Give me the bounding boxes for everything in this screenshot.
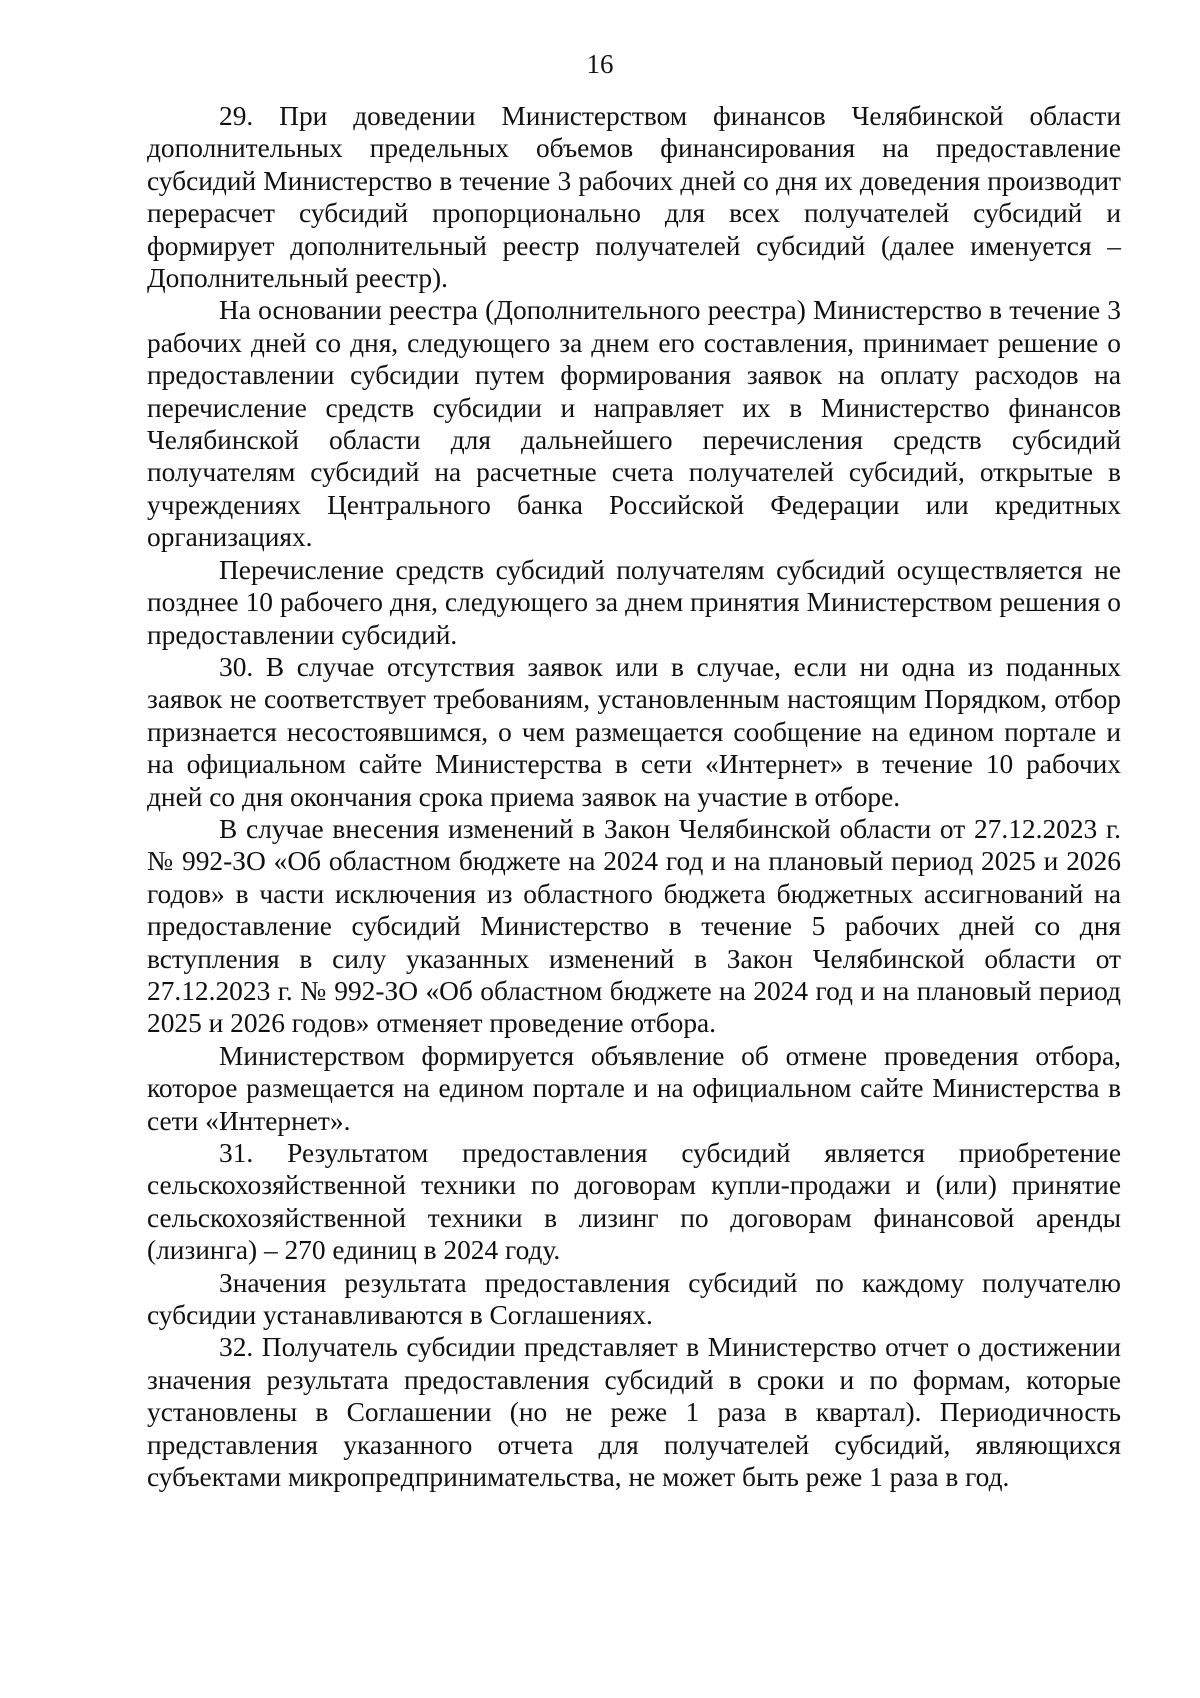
- paragraph-registry-decision: На основании реестра (Дополнительного реестра) Министерство в течение 3 рабочих дней со дня, следующего за днем его составления, принимает решение о предоставлении субсидии путем формирования заявок на оплату расходов на перечисление средств субсидии и направляет их в Министерство финансов Челябинской области для дальнейшего перечисления средств субсидий получателям субсидий на расчетные счета получателей субсидий, открытые в учреждениях Центрального банка Российской Федерации или кредитных организациях.: [147, 295, 1121, 553]
- paragraph-30: 30. В случае отсутствия заявок или в случае, если ни одна из поданных заявок не соответствует требованиям, установленным настоящим Порядком, отбор признается несостоявшимся, о чем размещается сообщение на едином портале и на официальном сайте Министерства в сети «Интернет» в течение 10 рабочих дней со дня окончания срока приема заявок на участие в отборе.: [147, 651, 1121, 812]
- paragraph-31: 31. Результатом предоставления субсидий является приобретение сельскохозяйственной техники по договорам купли-продажи и (или) принятие сельскохозяйственной техники в лизинг по договорам финансовой аренды (лизинга) – 270 единиц в 2024 году.: [147, 1138, 1121, 1266]
- page-number: 16: [586, 49, 614, 79]
- paragraph-transfer-deadline: Перечисление средств субсидий получателям субсидий осуществляется не позднее 10 рабочего дня, следующего за днем принятия Министерством решения о предоставлении субсидий.: [147, 554, 1121, 650]
- paragraph-cancellation-notice: Министерством формируется объявление об отмене проведения отбора, которое размещается на едином портале и на официальном сайте Министерства в сети «Интернет».: [147, 1040, 1121, 1136]
- paragraph-29: 29. При доведении Министерством финансов Челябинской области дополнительных предельных объемов финансирования на предоставление субсидий Министерство в течение 3 рабочих дней со дня их доведения производит перерасчет субсидий пропорционально для всех получателей субсидий и формирует дополнительный реестр получателей субсидий (далее именуется – Дополнительный реестр).: [147, 101, 1121, 294]
- document-body: [147, 100, 1121, 1493]
- paragraph-budget-law-changes: В случае внесения изменений в Закон Челябинской области от 27.12.2023 г. № 992-ЗО «Об областном бюджете на 2024 год и на плановый период 2025 и 2026 годов» в части исключения из областного бюджета бюджетных ассигнований на предоставление субсидий Министерство в течение 5 рабочих дней со дня вступления в силу указанных изменений в Закон Челябинской области от 27.12.2023 г. № 992-ЗО «Об областном бюджете на 2024 год и на плановый период 2025 и 2026 годов» отменяет проведение отбора.: [147, 813, 1121, 1039]
- paragraph-result-values: Значения результата предоставления субсидий по каждому получателю субсидии устанавливаются в Соглашениях.: [147, 1267, 1121, 1331]
- paragraph-32: 32. Получатель субсидии представляет в Министерство отчет о достижении значения результата предоставления субсидий в сроки и по формам, которые установлены в Соглашении (но не реже 1 раза в квартал). Периодичность представления указанного отчета для получателей субсидий, являющихся субъектами микропредпринимательства, не может быть реже 1 раза в год.: [147, 1332, 1121, 1493]
